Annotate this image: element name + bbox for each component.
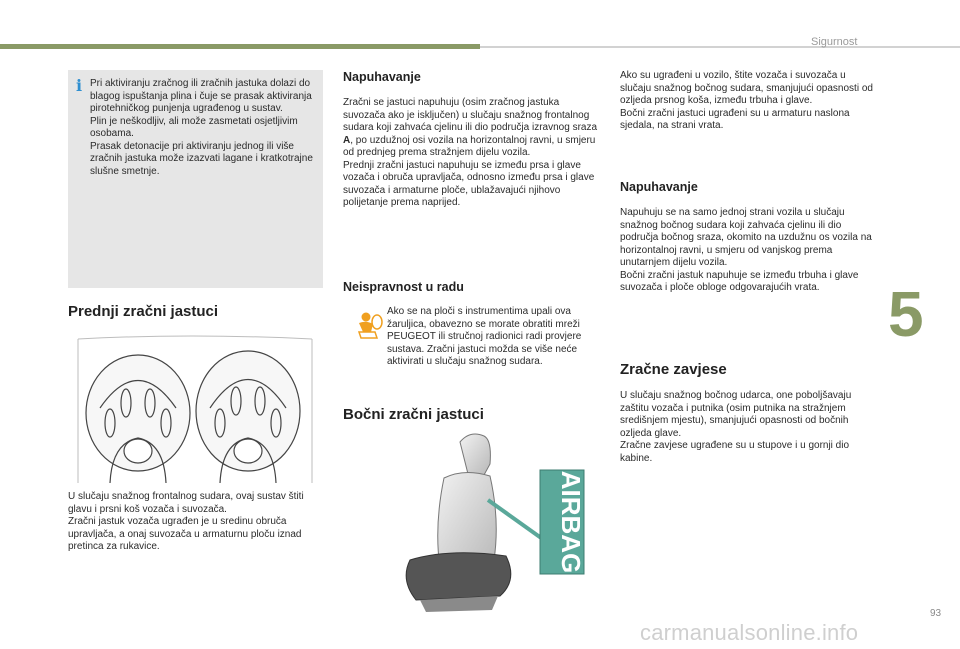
- side-deployment-text: Napuhuju se na samo jednoj strani vozila u slučaju snažnog bočnog sudara koji zahvaća cjelinu ili dio područja bočnog sraza, okomito na uzdužnu os vozila na horizontalnoj ravni, u smjeru od vanjskog prema unutarnjem dijelu vozila. Bočni zračni jastuk napuhuje se između trbuha i glave suvozača i ploče obloge odgovarajućih vrata.: [620, 207, 872, 293]
- deployment-title: Napuhavanje: [343, 70, 421, 84]
- airbag-label: AIRBAG: [556, 470, 586, 574]
- fault-text: Ako se na ploči s instrumentima upali ova žaruljica, obavezno se morate obratiti mreži PEUGEOT ili stručnoj radionici radi provjere sustava. Zračni jastuci možda se više neće aktivirati u slučaju snažnog sudara.: [387, 306, 582, 367]
- deployment-text: Zračni se jastuci napuhuju (osim zračnog jastuka suvozača ako je isključen) u slučaju snažnog frontalnog sudara koji zahvaća cjelinu ili dio područja izravnog sraza A, po uzdužnoj osi vozila na horizontalnoj ravni, u smjeru od prednjeg prema stražnjem dijelu vozila. Prednji zračni jastuci napuhuju se između prsa i glave vozača i obruča upravljača, odnosno između prsa i glave suvozača i armaturne ploče, ublažavajući njihovo polijetanje prema naprijed.: [343, 97, 598, 208]
- side-deployment-title: Napuhavanje: [620, 180, 698, 194]
- front-airbags-illustration: [70, 333, 320, 483]
- curtains-title: Zračne zavjese: [620, 361, 727, 378]
- page-number: 93: [930, 608, 942, 619]
- curtains-text: U slučaju snažnog bočnog udarca, one poboljšavaju zaštitu vozača i putnika (osim putnika na stražnjem središnjem mjestu), smanjujući opasnosti od bočnih ozljeda glave. Zračne zavjese ugrađene su u stupove i u gornji dio kabine.: [620, 390, 852, 464]
- zone-a-label: A: [343, 134, 351, 146]
- header-rule-gray: [480, 46, 960, 48]
- side-airbags-intro: Ako su ugrađeni u vozilo, štite vozača i suvozača u slučaju snažnog bočnog sudara, smanjujući opasnosti od ozljeda prsnog koša, između trbuha i glave. Bočni zračni jastuci ugrađeni su u armaturu naslona sjedala, na strani vrata.: [620, 70, 873, 131]
- fault-title: Neispravnost u radu: [343, 280, 464, 294]
- seat-cushion: [406, 553, 511, 600]
- info-icon: i: [76, 76, 83, 95]
- header-rule-green: [0, 44, 480, 49]
- info-text: Pri aktiviranju zračnog ili zračnih jastuka dolazi do blagog ispuštanja plina i čuje se prasak aktiviranja pirotehničkog punjenja ugrađenog u sustav. Plin je neškodljiv, ali može zasmetati osjetljivim osobama. Prasak detonacije pri aktiviranju jednog ili više zračnih jastuka može izazvati lagane i kratkotrajne slušne smetnje.: [90, 78, 313, 177]
- info-box: [68, 70, 323, 288]
- section-title: Sigurnost: [811, 36, 858, 48]
- airbag-warning-icon: [355, 310, 383, 340]
- side-airbags-title: Bočni zračni jastuci: [343, 406, 484, 423]
- front-airbags-caption: U slučaju snažnog frontalnog sudara, ovaj sustav štiti glavu i prsni koš vozača i suvozača. Zračni jastuk vozača ugrađen je u sredinu obruča upravljača, a onaj suvozača u armaturnu ploču iznad pretinca za rukavice.: [68, 491, 304, 552]
- front-airbags-title: Prednji zračni jastuci: [68, 303, 219, 320]
- passenger-airbag: [196, 351, 300, 483]
- chapter-number: 5: [888, 278, 924, 350]
- seat-airbag-illustration: [380, 430, 590, 615]
- watermark: carmanualsonline.info: [640, 620, 859, 645]
- driver-airbag: [86, 355, 190, 483]
- seat-headrest: [460, 434, 490, 475]
